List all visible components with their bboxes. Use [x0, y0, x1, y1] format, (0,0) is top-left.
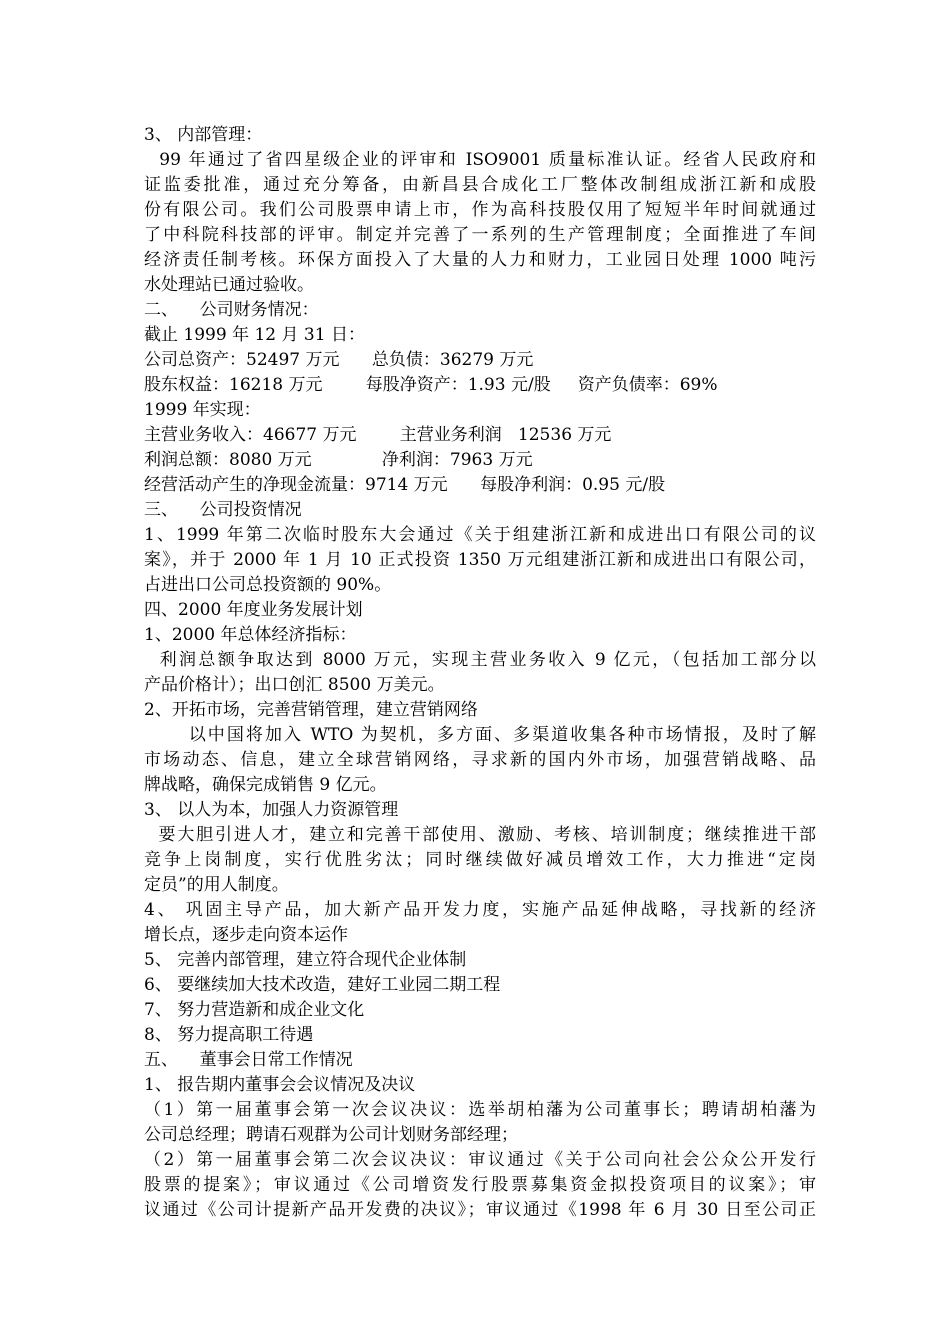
text-line: 公司总经理；聘请石观群为公司计划财务部经理； [144, 1125, 518, 1145]
text-line: 竞争上岗制度，实行优胜劣汰；同时继续做好减员增效工作，大力推进“定岗 [144, 850, 816, 870]
text-line: 利润总额：8080 万元 净利润：7963 万元 [144, 450, 533, 470]
text-line: 1999 年实现： [144, 400, 261, 420]
text-line: 截止 1999 年 12 月 31 日： [144, 325, 365, 345]
document-body [144, 123, 816, 1223]
text-line: 2、开拓市场，完善营销管理，建立营销网络 [144, 700, 478, 720]
text-line: 了中科院科技部的评审。制定并完善了一系列的生产管理制度；全面推进了车间 [144, 225, 816, 245]
text-line: 经营活动产生的净现金流量：9714 万元 每股净利润：0.95 元/股 [144, 475, 666, 495]
text-line: 主营业务收入：46677 万元 主营业务利润 12536 万元 [144, 425, 612, 445]
text-line: （2）第一届董事会第二次会议决议：审议通过《关于公司向社会公众公开发行 [144, 1150, 816, 1170]
text-line: 4、 巩固主导产品，加大新产品开发力度，实施产品延伸战略，寻找新的经济 [144, 900, 816, 920]
section-heading: 四、2000 年度业务发展计划 [144, 600, 363, 620]
text-line: 增长点，逐步走向资本运作 [144, 925, 348, 945]
text-line: 份有限公司。我们公司股票申请上市，作为高科技股仅用了短短半年时间就通过 [144, 200, 816, 220]
text-line: 利润总额争取达到 8000 万元，实现主营业务收入 9 亿元，（包括加工部分以 [144, 650, 816, 670]
text-line: 要大胆引进人才，建立和完善干部使用、激励、考核、培训制度；继续推进干部 [144, 825, 816, 845]
section-heading: 五、 董事会日常工作情况 [144, 1050, 353, 1070]
text-line: 1、1999 年第二次临时股东大会通过《关于组建浙江新和成进出口有限公司的议 [144, 525, 816, 545]
text-line: 水处理站已通过验收。 [144, 275, 314, 295]
text-line: 公司总资产：52497 万元 总负债：36279 万元 [144, 350, 534, 370]
text-line: 定员”的用人制度。 [144, 875, 289, 895]
text-line: 1、 报告期内董事会会议情况及决议 [144, 1075, 416, 1095]
text-line: 1、2000 年总体经济指标： [144, 625, 357, 645]
text-line: 6、 要继续加大技术改造，建好工业园二期工程 [144, 975, 501, 995]
text-line: 3、 内部管理： [144, 125, 263, 145]
text-line: 99 年通过了省四星级企业的评审和 ISO9001 质量标准认证。经省人民政府和 [144, 150, 816, 170]
text-line: 产品价格计）；出口创汇 8500 万美元。 [144, 675, 445, 695]
text-line: （1）第一届董事会第一次会议决议：选举胡柏藩为公司董事长；聘请胡柏藩为 [144, 1100, 816, 1120]
text-line: 股东权益：16218 万元 每股净资产：1.93 元/股 资产负债率：69% [144, 375, 718, 395]
text-line: 案》，并于 2000 年 1 月 10 正式投资 1350 万元组建浙江新和成进出口有限公司， [144, 550, 816, 570]
text-line: 以中国将加入 WTO 为契机，多方面、多渠道收集各种市场情报，及时了解 [144, 725, 816, 745]
text-line: 市场动态、信息，建立全球营销网络，寻求新的国内外市场，加强营销战略、品 [144, 750, 816, 770]
text-line: 7、 努力营造新和成企业文化 [144, 1000, 365, 1020]
text-line: 证监委批准，通过充分筹备，由新昌县合成化工厂整体改制组成浙江新和成股 [144, 175, 816, 195]
text-line: 议通过《公司计提新产品开发费的决议》；审议通过《1998 年 6 月 30 日至公司正 [144, 1200, 816, 1220]
text-line: 牌战略，确保完成销售 9 亿元。 [144, 775, 387, 795]
section-heading: 二、 公司财务情况： [144, 300, 319, 320]
text-line: 5、 完善内部管理，建立符合现代企业体制 [144, 950, 467, 970]
text-line: 8、 努力提高职工待遇 [144, 1025, 314, 1045]
text-line: 3、 以人为本，加强人力资源管理 [144, 800, 399, 820]
text-line: 占进出口公司总投资额的 90%。 [144, 575, 392, 595]
text-line: 股票的提案》；审议通过《公司增资发行股票募集资金拟投资项目的议案》；审 [144, 1175, 816, 1195]
text-line: 经济责任制考核。环保方面投入了大量的人力和财力，工业园日处理 1000 吨污 [144, 250, 816, 270]
section-heading: 三、 公司投资情况 [144, 500, 302, 520]
